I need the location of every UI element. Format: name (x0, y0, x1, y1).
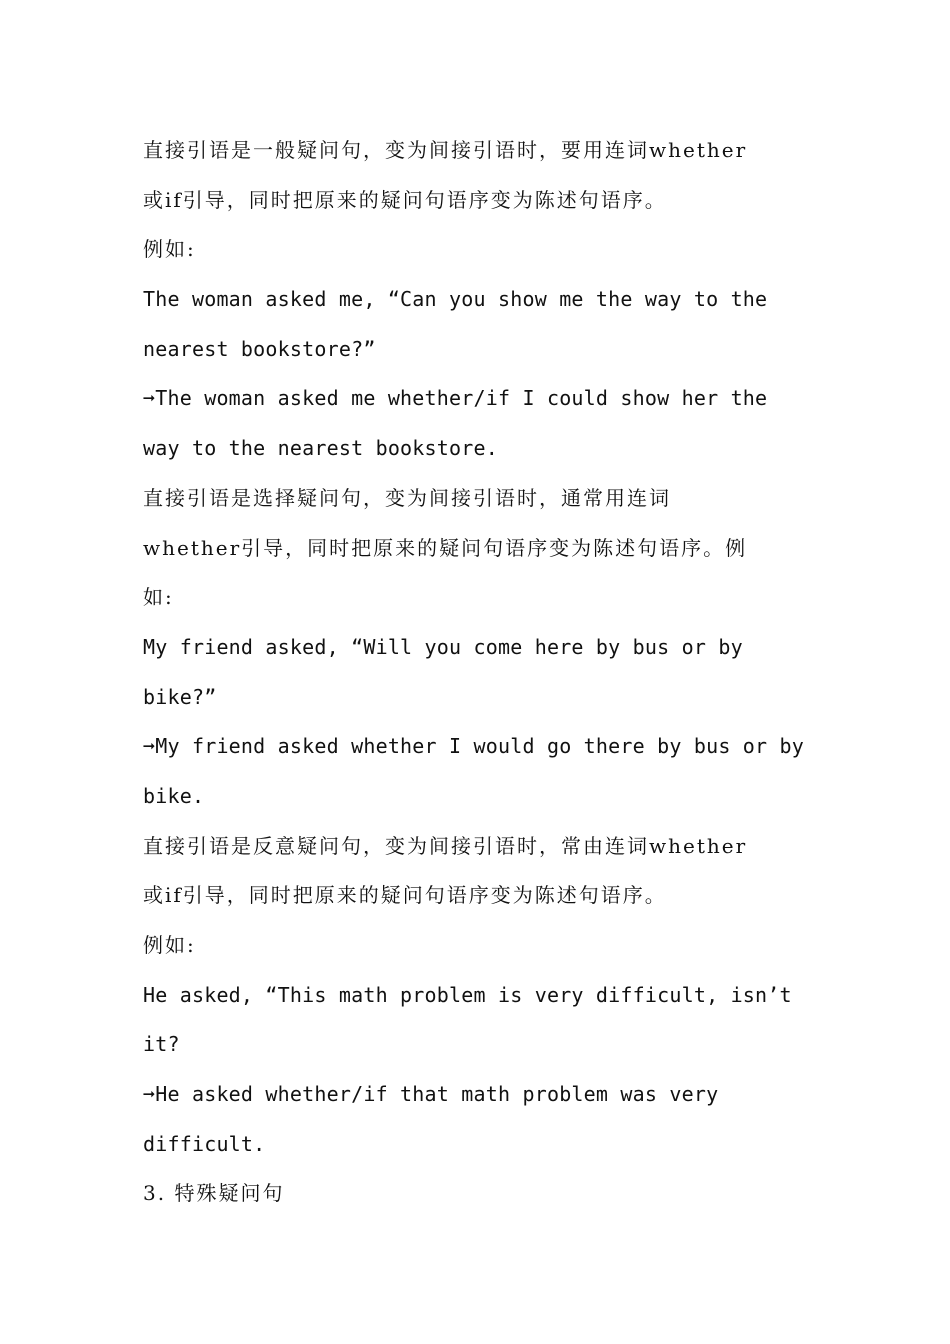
text-line: 直接引语是反意疑问句，变为间接引语时，常由连词whether (143, 833, 748, 858)
text-line: 如: (143, 585, 174, 610)
converted-sentence: bike. (143, 783, 205, 808)
text-line: 直接引语是一般疑问句，变为间接引语时，要用连词whether (143, 138, 748, 162)
converted-sentence: ➞The woman asked me whether/if I could show her the (143, 386, 768, 411)
example-sentence: nearest bookstore?” (143, 336, 376, 361)
converted-sentence: ➞He asked whether/if that math problem was very (143, 1082, 719, 1107)
document-body (143, 126, 823, 1219)
text-line: 例如: (143, 933, 196, 957)
section-heading: 3. 特殊疑问句 (143, 1181, 285, 1206)
example-sentence: The woman asked me, “Can you show me the way to the (143, 287, 768, 312)
converted-sentence: ➞My friend asked whether I would go there by bus or by (143, 734, 805, 759)
text-line: 直接引语是选择疑问句，变为间接引语时，通常用连词 (143, 485, 671, 510)
text-line: 例如: (143, 237, 196, 262)
example-sentence: it? (143, 1032, 180, 1057)
text-line: 或if引导，同时把原来的疑问句语序变为陈述句语序。 (143, 883, 667, 908)
example-sentence: He asked, “This math problem is very difficult, isn’t (143, 982, 792, 1007)
text-line: whether引导，同时把原来的疑问句语序变为陈述句语序。例 (143, 535, 748, 560)
example-sentence: bike?” (143, 684, 217, 709)
converted-sentence: way to the nearest bookstore. (143, 436, 498, 461)
text-line: 或if引导，同时把原来的疑问句语序变为陈述句语序。 (143, 187, 667, 212)
example-sentence: My friend asked, “Will you come here by bus or by (143, 634, 743, 659)
converted-sentence: difficult. (143, 1131, 266, 1156)
